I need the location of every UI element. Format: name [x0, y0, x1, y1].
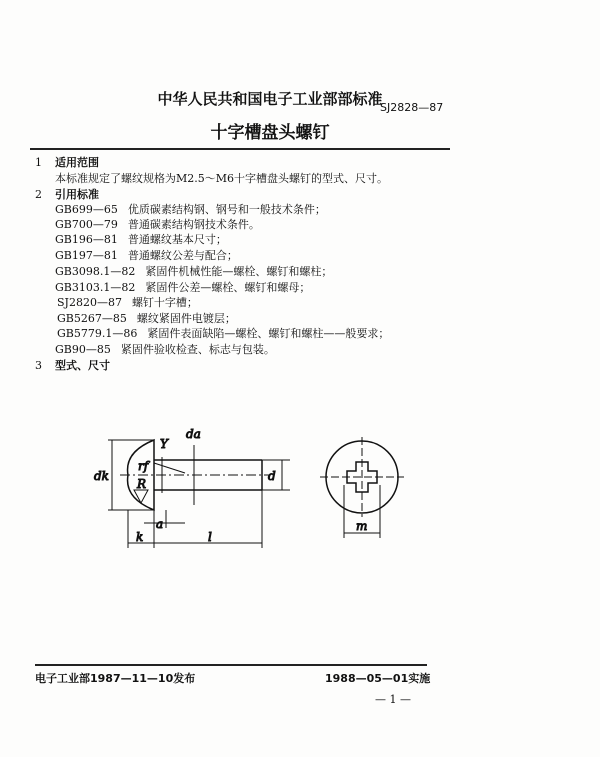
- reference-code: GB5267—85: [57, 312, 127, 325]
- reference-item: [55, 279, 310, 295]
- reference-item: [57, 310, 236, 326]
- document-title: 十字槽盘头螺钉: [210, 123, 330, 143]
- reference-item: [57, 325, 389, 341]
- section-title: 型式、尺寸: [55, 359, 110, 372]
- reference-code: SJ2820—87: [57, 296, 122, 309]
- reference-item: [55, 247, 238, 263]
- reference-item: [55, 341, 275, 357]
- reference-code: GB90—85: [55, 343, 111, 356]
- reference-title: 优质碳素结构钢、钢号和一般技术条件；: [127, 203, 326, 216]
- label-m: m: [356, 519, 368, 533]
- reference-title: 普通螺纹基本尺寸；: [127, 233, 227, 246]
- reference-title: 紧固件机械性能—螺栓、螺钉和螺柱；: [145, 265, 333, 278]
- reference-item: [55, 231, 227, 247]
- reference-item: [55, 263, 332, 279]
- footer-rule: [35, 664, 427, 666]
- reference-title: 螺纹紧固件电镀层；: [136, 312, 236, 325]
- reference-item: [57, 294, 198, 310]
- section-1-text: 本标准规定了螺纹规格为M2.5～M6十字槽盘头螺钉的型式、尺寸。: [55, 172, 389, 185]
- reference-title: 普通碳素结构钢技术条件。: [127, 218, 260, 231]
- reference-code: GB3103.1—82: [55, 281, 136, 294]
- label-k: k: [136, 530, 144, 544]
- label-R: R: [137, 477, 147, 491]
- issue-date: 电子工业部1987—11—10发布: [35, 672, 196, 685]
- label-dk: dk: [94, 469, 109, 483]
- label-da: da: [186, 427, 201, 441]
- reference-title: 紧固件验收检查、标志与包装。: [120, 343, 275, 356]
- effective-date: 1988—05—01实施: [325, 672, 431, 685]
- section-title: 引用标准: [55, 188, 99, 201]
- reference-code: GB699—65: [55, 203, 118, 216]
- section-number: 3: [35, 359, 42, 372]
- reference-item: [55, 201, 326, 217]
- issuing-organization: 中华人民共和国电子工业部部标准: [157, 90, 383, 108]
- label-rf: rf: [138, 459, 149, 473]
- reference-code: GB196—81: [55, 233, 118, 246]
- section-2-heading: [35, 186, 99, 202]
- reference-title: 紧固件表面缺陷—螺栓、螺钉和螺柱——般要求；: [147, 327, 390, 340]
- reference-title: 紧固件公差—螺栓、螺钉和螺母；: [145, 281, 311, 294]
- page-number: — 1 —: [375, 693, 411, 706]
- label-Y: Y: [160, 437, 168, 451]
- reference-item: [55, 216, 260, 232]
- section-title: 适用范围: [55, 156, 99, 169]
- reference-code: GB197—81: [55, 249, 118, 262]
- section-number: 2: [35, 188, 42, 201]
- reference-code: GB3098.1—82: [55, 265, 136, 278]
- reference-title: 普通螺纹公差与配合；: [127, 249, 238, 262]
- label-d: d: [268, 469, 276, 483]
- label-l: l: [208, 530, 212, 544]
- section-1-heading: [35, 154, 99, 170]
- standard-code: SJ2828—87: [380, 101, 444, 114]
- reference-code: GB5779.1—86: [57, 327, 138, 340]
- reference-code: GB700—79: [55, 218, 118, 231]
- reference-title: 螺钉十字槽；: [131, 296, 198, 309]
- screw-drawing: [90, 410, 410, 560]
- label-a: a: [156, 517, 164, 531]
- header-rule: [30, 148, 450, 150]
- section-3-heading: [35, 357, 110, 373]
- recess-line: [154, 463, 185, 473]
- R-arrow: [134, 490, 148, 503]
- section-number: 1: [35, 156, 42, 169]
